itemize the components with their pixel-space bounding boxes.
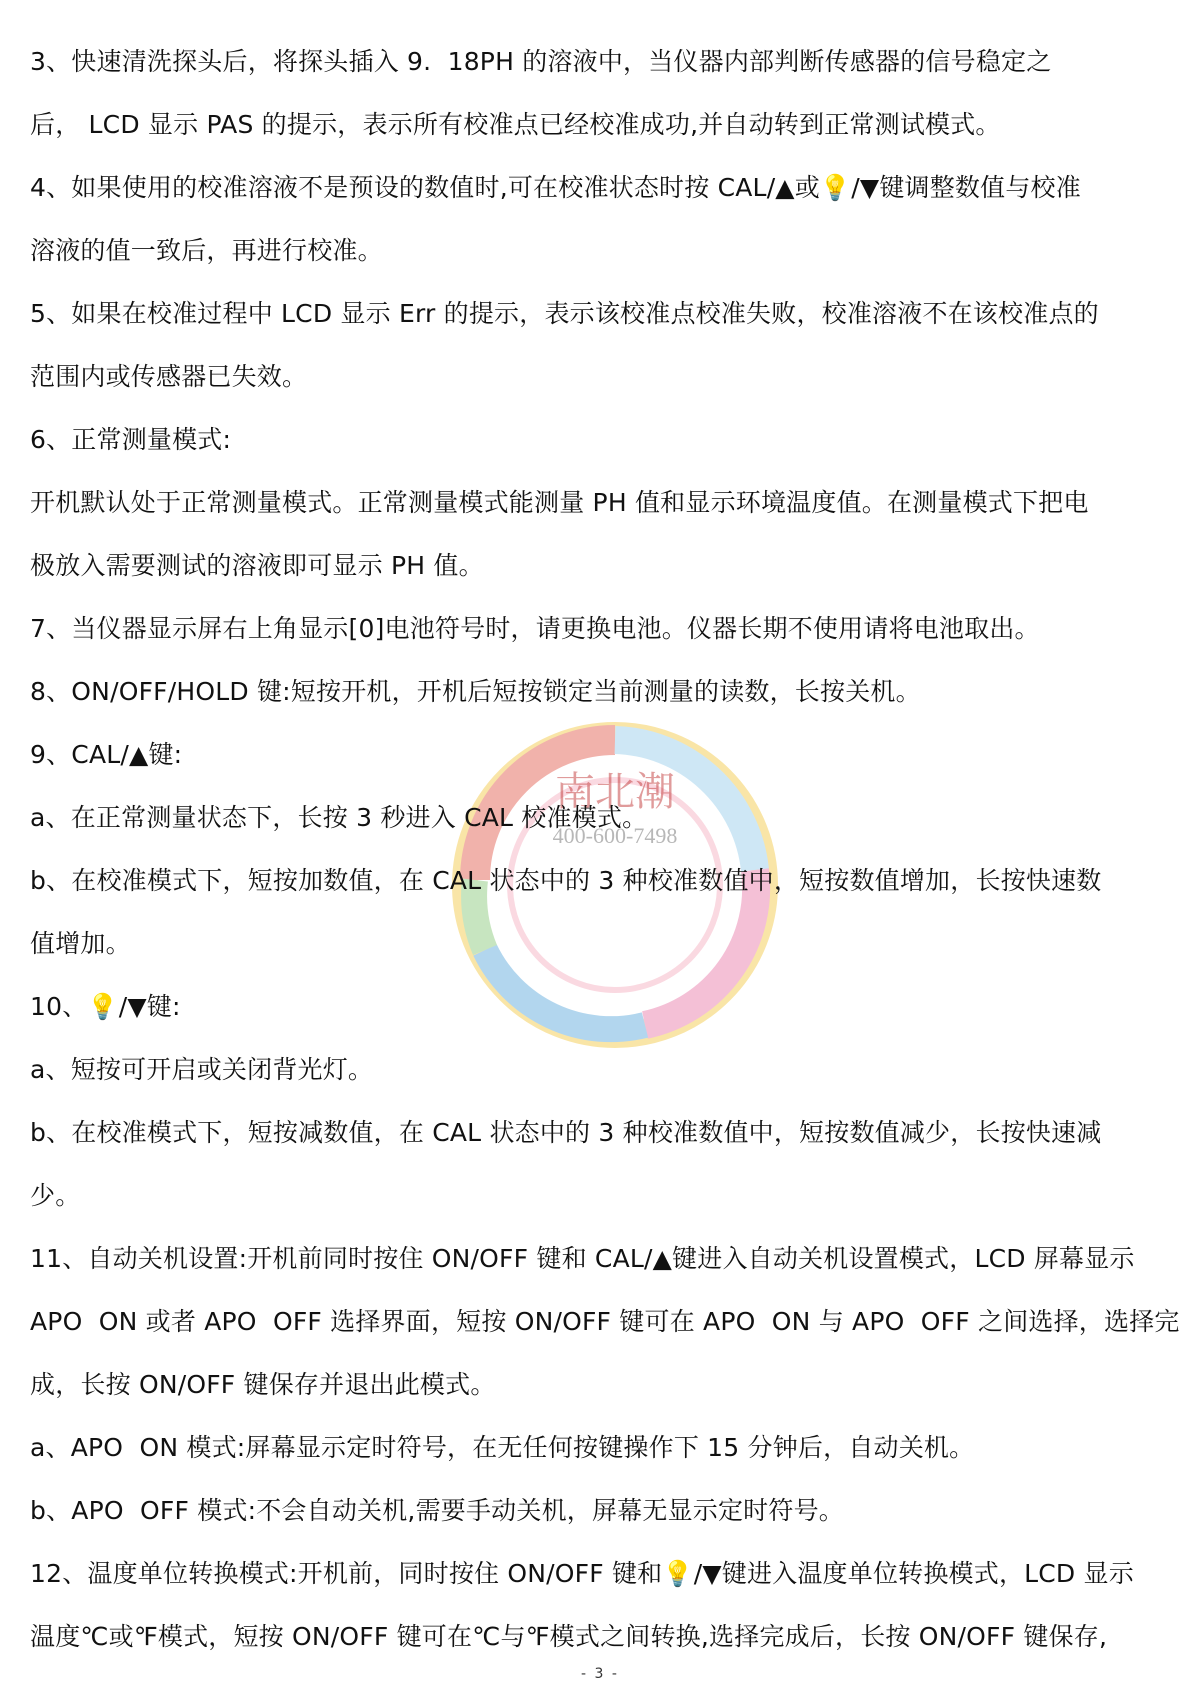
text-line: APO ON 或者 APO OFF 选择界面，短按 ON/OFF 键可在 APO ON 与 APO OFF 之间选择，选择完 bbox=[30, 1307, 1180, 1336]
text-line: a、APO ON 模式:屏幕显示定时符号，在无任何按键操作下 15 分钟后，自动关机。 bbox=[30, 1433, 975, 1462]
text-line: 8、ON/OFF/HOLD 键:短按开机，开机后短按锁定当前测量的读数，长按关机。 bbox=[30, 677, 921, 706]
watermark-phone: 400-600-7498 bbox=[552, 823, 678, 848]
document-body bbox=[30, 30, 1180, 1668]
text-line: 9、CAL/▲键: bbox=[30, 740, 183, 769]
text-line: 溶液的值一致后，再进行校准。 bbox=[30, 236, 383, 265]
text-line: 成，长按 ON/OFF 键保存并退出此模式。 bbox=[30, 1370, 496, 1399]
text-line: 4、如果使用的校准溶液不是预设的数值时,可在校准状态时按 CAL/▲或💡/▼键调整数值与校准 bbox=[30, 173, 1081, 202]
text-line: b、在校准模式下，短按减数值，在 CAL 状态中的 3 种校准数值中，短按数值减少，长按快速减 bbox=[30, 1118, 1102, 1147]
text-line: 3、快速清洗探头后，将探头插入 9. 18PH 的溶液中，当仪器内部判断传感器的信号稳定之 bbox=[30, 47, 1052, 76]
text-line: 后， LCD 显示 PAS 的提示，表示所有校准点已经校准成功,并自动转到正常测试模式。 bbox=[30, 110, 1001, 139]
text-line: 极放入需要测试的溶液即可显示 PH 值。 bbox=[30, 551, 484, 580]
text-line: 10、💡/▼键: bbox=[30, 992, 181, 1021]
text-line: a、短按可开启或关闭背光灯。 bbox=[30, 1055, 374, 1084]
watermark-brand: 南北潮 bbox=[555, 769, 675, 814]
text-line: 7、当仪器显示屏右上角显示[0]电池符号时，请更换电池。仪器长期不使用请将电池取出。 bbox=[30, 614, 1040, 643]
text-line: 5、如果在校准过程中 LCD 显示 Err 的提示，表示该校准点校准失败，校准溶液不在该校准点的 bbox=[30, 299, 1099, 328]
text-line: a、在正常测量状态下，长按 3 秒进入 CAL 校准模式。 bbox=[30, 803, 648, 832]
text-line: 少。 bbox=[30, 1181, 81, 1210]
page-number: - 3 - bbox=[581, 1666, 619, 1682]
text-line: 6、正常测量模式: bbox=[30, 425, 232, 454]
text-line: 温度℃或℉模式，短按 ON/OFF 键可在℃与℉模式之间转换,选择完成后，长按 ON/OFF 键保存, bbox=[30, 1622, 1108, 1651]
text-line: b、APO OFF 模式:不会自动关机,需要手动关机，屏幕无显示定时符号。 bbox=[30, 1496, 844, 1525]
text-line: b、在校准模式下，短按加数值，在 CAL 状态中的 3 种校准数值中，短按数值增加，长按快速数 bbox=[30, 866, 1102, 895]
text-line: 范围内或传感器已失效。 bbox=[30, 362, 308, 391]
text-line: 值增加。 bbox=[30, 929, 131, 958]
text-line: 开机默认处于正常测量模式。正常测量模式能测量 PH 值和显示环境温度值。在测量模式下把电 bbox=[30, 488, 1089, 517]
text-line: 11、自动关机设置:开机前同时按住 ON/OFF 键和 CAL/▲键进入自动关机设置模式，LCD 屏幕显示 bbox=[30, 1244, 1135, 1273]
text-line: 12、温度单位转换模式:开机前，同时按住 ON/OFF 键和💡/▼键进入温度单位转换模式，LCD 显示 bbox=[30, 1559, 1134, 1588]
